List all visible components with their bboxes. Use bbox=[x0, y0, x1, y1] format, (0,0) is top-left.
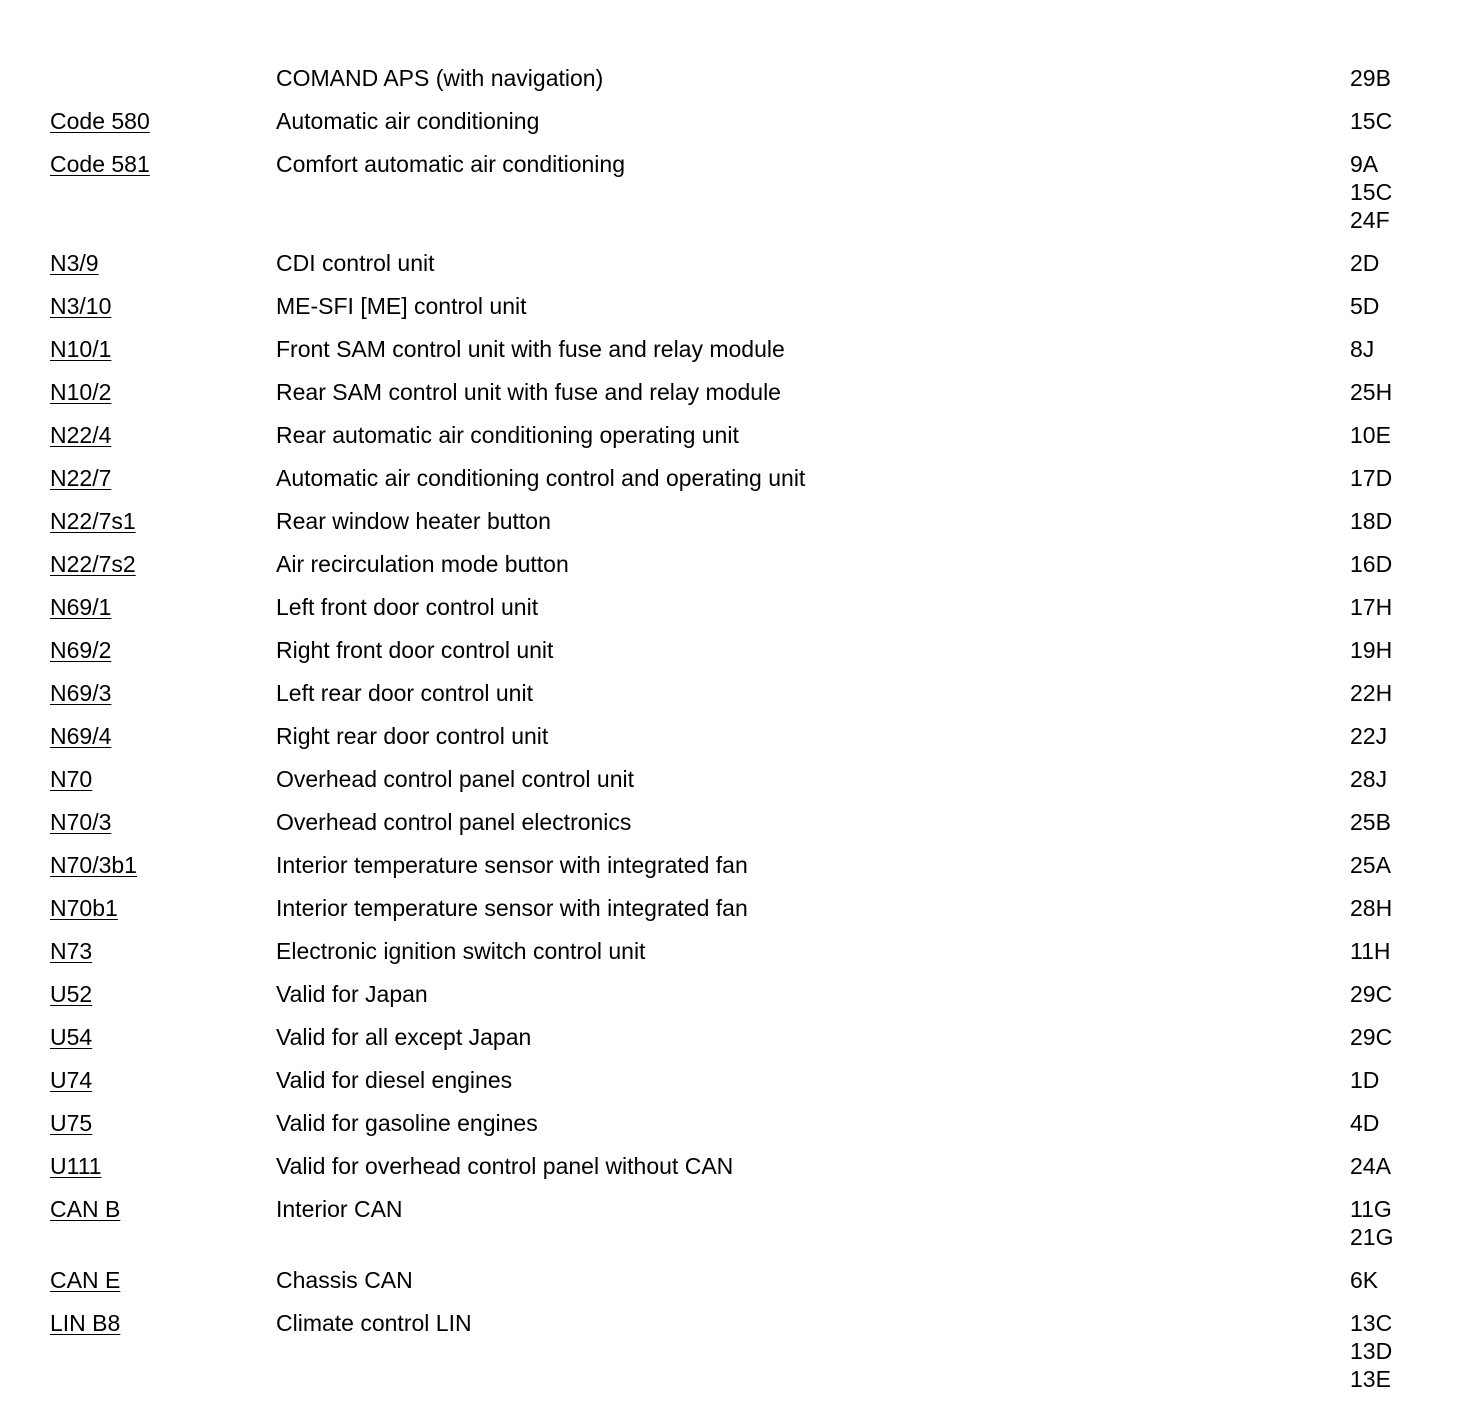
component-code-link[interactable]: Code 580 bbox=[50, 108, 150, 134]
grid-location: 17D bbox=[1350, 465, 1393, 491]
grid-location-list bbox=[1350, 894, 1422, 922]
component-description: Left rear door control unit bbox=[276, 680, 533, 706]
grid-location: 4D bbox=[1350, 1110, 1380, 1136]
component-description: Right rear door control unit bbox=[276, 723, 549, 749]
component-code-link[interactable]: N70b1 bbox=[50, 895, 118, 921]
component-code-link[interactable]: N69/3 bbox=[50, 680, 112, 706]
grid-location-list bbox=[1350, 808, 1422, 836]
table-row bbox=[50, 722, 1422, 750]
table-row bbox=[50, 1266, 1422, 1294]
component-code-link[interactable]: N22/7 bbox=[50, 465, 112, 491]
component-description: Rear window heater button bbox=[276, 508, 551, 534]
component-description: Left front door control unit bbox=[276, 594, 539, 620]
component-description: COMAND APS (with navigation) bbox=[276, 65, 604, 91]
table-row bbox=[50, 808, 1422, 836]
table-row bbox=[50, 894, 1422, 922]
component-code-link[interactable]: N22/7s2 bbox=[50, 551, 136, 577]
grid-location: 28H bbox=[1350, 895, 1393, 921]
grid-location: 25H bbox=[1350, 379, 1393, 405]
table-row bbox=[50, 593, 1422, 621]
component-description: Front SAM control unit with fuse and relay module bbox=[276, 336, 785, 362]
component-description: Interior CAN bbox=[276, 1196, 403, 1222]
component-code-link[interactable]: N10/2 bbox=[50, 379, 112, 405]
component-code-link[interactable]: N73 bbox=[50, 938, 93, 964]
table-row bbox=[50, 249, 1422, 277]
component-code-link[interactable]: N22/7s1 bbox=[50, 508, 136, 534]
component-code-link[interactable]: CAN B bbox=[50, 1196, 121, 1222]
component-code-link[interactable]: U52 bbox=[50, 981, 93, 1007]
grid-location: 1D bbox=[1350, 1067, 1380, 1093]
component-code-link[interactable]: N70 bbox=[50, 766, 93, 792]
grid-location-list bbox=[1350, 150, 1422, 234]
table-row bbox=[50, 1152, 1422, 1180]
grid-location: 5D bbox=[1350, 293, 1380, 319]
table-row bbox=[50, 64, 1422, 92]
component-description: Automatic air conditioning control and operating unit bbox=[276, 465, 806, 491]
table-row bbox=[50, 421, 1422, 449]
grid-location: 18D bbox=[1350, 508, 1393, 534]
grid-location-list bbox=[1350, 1266, 1422, 1294]
grid-location-list bbox=[1350, 1066, 1422, 1094]
grid-location: 13E bbox=[1350, 1366, 1391, 1392]
component-code-link[interactable]: Code 581 bbox=[50, 151, 150, 177]
grid-location-list bbox=[1350, 765, 1422, 793]
grid-location: 2D bbox=[1350, 250, 1380, 276]
table-row bbox=[50, 1309, 1422, 1393]
component-code-link[interactable]: N10/1 bbox=[50, 336, 112, 362]
component-code-link[interactable]: N3/9 bbox=[50, 250, 99, 276]
component-description: Valid for all except Japan bbox=[276, 1024, 532, 1050]
component-description: Valid for overhead control panel without CAN bbox=[276, 1153, 734, 1179]
grid-location: 28J bbox=[1350, 766, 1388, 792]
component-description: ME-SFI [ME] control unit bbox=[276, 293, 527, 319]
component-code-link[interactable]: CAN E bbox=[50, 1267, 121, 1293]
grid-location-list bbox=[1350, 593, 1422, 621]
grid-location-list bbox=[1350, 980, 1422, 1008]
grid-location-list bbox=[1350, 1152, 1422, 1180]
component-description: Valid for gasoline engines bbox=[276, 1110, 538, 1136]
grid-location: 25B bbox=[1350, 809, 1391, 835]
grid-location: 10E bbox=[1350, 422, 1391, 448]
grid-location: 11G bbox=[1350, 1196, 1392, 1222]
grid-location-list bbox=[1350, 464, 1422, 492]
grid-location: 29B bbox=[1350, 65, 1391, 91]
grid-location-list bbox=[1350, 335, 1422, 363]
component-description: Right front door control unit bbox=[276, 637, 554, 663]
component-code-link[interactable]: N70/3 bbox=[50, 809, 112, 835]
grid-location: 24F bbox=[1350, 207, 1390, 233]
grid-location-list bbox=[1350, 1109, 1422, 1137]
component-description: Interior temperature sensor with integrated fan bbox=[276, 895, 748, 921]
grid-location-list bbox=[1350, 722, 1422, 750]
grid-location: 17H bbox=[1350, 594, 1393, 620]
component-description: Valid for diesel engines bbox=[276, 1067, 513, 1093]
component-description: Overhead control panel electronics bbox=[276, 809, 632, 835]
component-code-link[interactable]: U75 bbox=[50, 1110, 93, 1136]
table-row bbox=[50, 107, 1422, 135]
table-row bbox=[50, 980, 1422, 1008]
table-row bbox=[50, 292, 1422, 320]
table-row bbox=[50, 1109, 1422, 1137]
component-description: Automatic air conditioning bbox=[276, 108, 540, 134]
grid-location: 29C bbox=[1350, 1024, 1393, 1050]
grid-location: 15C bbox=[1350, 179, 1393, 205]
component-code-link[interactable]: N70/3b1 bbox=[50, 852, 137, 878]
table-row bbox=[50, 765, 1422, 793]
component-code-link[interactable]: N22/4 bbox=[50, 422, 112, 448]
component-legend-table bbox=[50, 64, 1422, 1408]
grid-location-list bbox=[1350, 107, 1422, 135]
component-code-link[interactable]: U74 bbox=[50, 1067, 93, 1093]
component-description: Valid for Japan bbox=[276, 981, 428, 1007]
grid-location-list bbox=[1350, 421, 1422, 449]
component-description: Overhead control panel control unit bbox=[276, 766, 634, 792]
component-description: CDI control unit bbox=[276, 250, 435, 276]
component-description: Rear SAM control unit with fuse and relay module bbox=[276, 379, 781, 405]
component-code-link[interactable]: N69/2 bbox=[50, 637, 112, 663]
component-description: Interior temperature sensor with integrated fan bbox=[276, 852, 748, 878]
component-code-link[interactable]: N69/4 bbox=[50, 723, 112, 749]
grid-location: 8J bbox=[1350, 336, 1375, 362]
table-row bbox=[50, 851, 1422, 879]
grid-location-list bbox=[1350, 64, 1422, 92]
table-row bbox=[50, 335, 1422, 363]
component-description: Climate control LIN bbox=[276, 1310, 472, 1336]
grid-location-list bbox=[1350, 378, 1422, 406]
grid-location: 9A bbox=[1350, 151, 1379, 177]
component-code-link[interactable]: U111 bbox=[50, 1153, 102, 1179]
table-row bbox=[50, 937, 1422, 965]
grid-location-list bbox=[1350, 1195, 1422, 1251]
table-row bbox=[50, 507, 1422, 535]
component-code-link[interactable]: N3/10 bbox=[50, 293, 112, 319]
grid-location-list bbox=[1350, 1023, 1422, 1051]
component-description: Air recirculation mode button bbox=[276, 551, 569, 577]
table-row bbox=[50, 1023, 1422, 1051]
grid-location: 13C bbox=[1350, 1310, 1393, 1336]
grid-location: 11H bbox=[1350, 938, 1391, 964]
grid-location: 24A bbox=[1350, 1153, 1391, 1179]
component-description: Comfort automatic air conditioning bbox=[276, 151, 625, 177]
table-row bbox=[50, 636, 1422, 664]
grid-location: 13D bbox=[1350, 1338, 1393, 1364]
table-row bbox=[50, 1066, 1422, 1094]
grid-location-list bbox=[1350, 636, 1422, 664]
grid-location: 25A bbox=[1350, 852, 1391, 878]
grid-location: 21G bbox=[1350, 1224, 1394, 1250]
grid-location-list bbox=[1350, 1309, 1422, 1393]
grid-location: 22J bbox=[1350, 723, 1388, 749]
component-description: Electronic ignition switch control unit bbox=[276, 938, 646, 964]
component-code-link[interactable]: U54 bbox=[50, 1024, 93, 1050]
grid-location-list bbox=[1350, 507, 1422, 535]
grid-location-list bbox=[1350, 851, 1422, 879]
component-description: Chassis CAN bbox=[276, 1267, 413, 1293]
grid-location: 29C bbox=[1350, 981, 1393, 1007]
grid-location: 22H bbox=[1350, 680, 1393, 706]
component-code-link[interactable]: N69/1 bbox=[50, 594, 112, 620]
table-row bbox=[50, 1195, 1422, 1251]
grid-location-list bbox=[1350, 679, 1422, 707]
table-row bbox=[50, 550, 1422, 578]
grid-location: 15C bbox=[1350, 108, 1393, 134]
component-description: Rear automatic air conditioning operating unit bbox=[276, 422, 739, 448]
grid-location: 6K bbox=[1350, 1267, 1379, 1293]
table-row bbox=[50, 679, 1422, 707]
grid-location-list bbox=[1350, 937, 1422, 965]
component-code-link[interactable]: LIN B8 bbox=[50, 1310, 121, 1336]
grid-location-list bbox=[1350, 292, 1422, 320]
table-row bbox=[50, 378, 1422, 406]
grid-location-list bbox=[1350, 249, 1422, 277]
grid-location: 19H bbox=[1350, 637, 1393, 663]
grid-location: 16D bbox=[1350, 551, 1393, 577]
grid-location-list bbox=[1350, 550, 1422, 578]
table-row bbox=[50, 150, 1422, 234]
table-row bbox=[50, 464, 1422, 492]
